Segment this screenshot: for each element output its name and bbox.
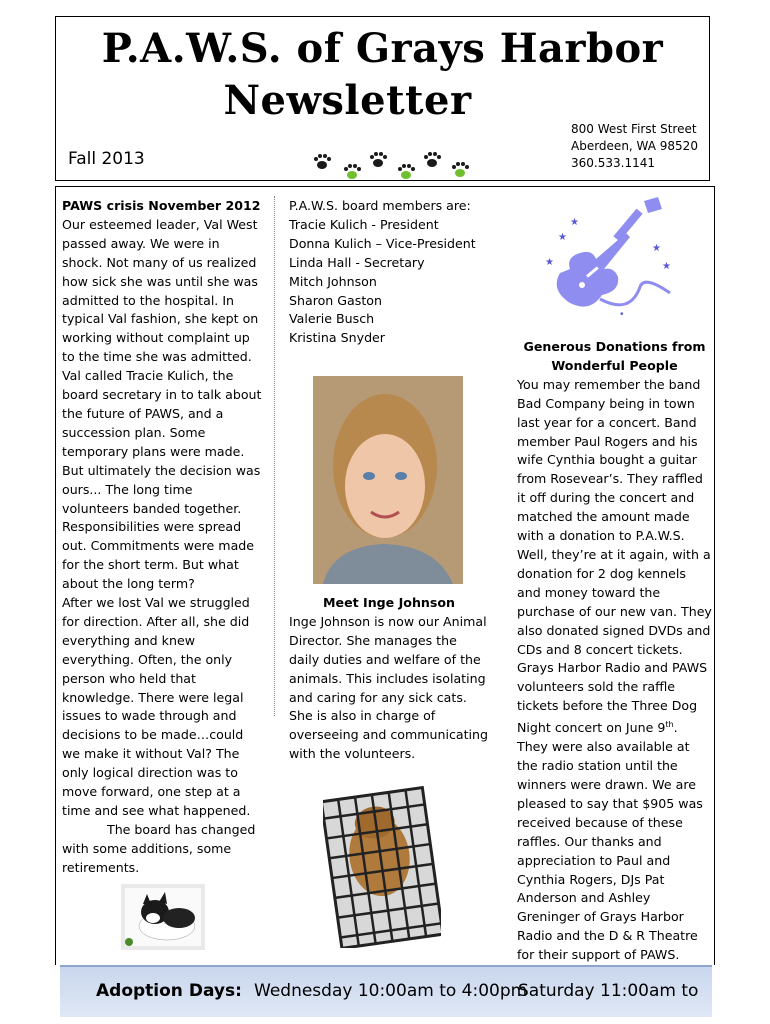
svg-text:★: ★	[570, 217, 579, 228]
column-divider	[274, 196, 275, 716]
donations-body-b: . They were also available at the radio station until the winners were drawn. We are pleased to say that $905 was received because of these raffles. Our thanks and appreciation to Paul and Cynthia Rogers, DJs Pat Anderson and Ashley Greninger of Grays Harbor Radio and the D & R Theatre for their support of PAWS.	[517, 720, 703, 963]
donations-body-sup: th	[665, 720, 674, 730]
adoption-days-wednesday: Wednesday 10:00am to 4:00pm	[254, 981, 528, 1001]
board-member: Valerie Busch	[289, 311, 375, 327]
cat-photo	[121, 884, 205, 950]
donations-body	[517, 376, 712, 965]
adoption-days-label: Adoption Days:	[96, 981, 242, 1001]
title-line-2: Newsletter	[223, 77, 472, 124]
crisis-para-1: Our esteemed leader, Val West passed away. We were in shock. Not many of us realized how sick she was until she was admitted to the hospital. In typical Val fashion, she kept on working without complaint up to the time she was admitted. Val called Tracie Kulich, the board secretary in to talk about the future of PAWS, and a succession plan. Some temporary plans were made. But ultimately the decision was ours... The long time volunteers banded together. Responsibilities were spread out. Commitments were made for the short term. But what about the long term?	[62, 216, 262, 592]
donations-body-a: You may remember the band Bad Company being in town last year for a concert. Band member Paul Rogers and his wife Cynthia bought a guitar from Rosevear’s. They raffled it off during the concert and matched the amount made with a donation to P.A.W.S. Well, they’re at it again, with a donation for 2 dog kennels and money toward the purchase of our new van. They also donated signed DVDs and CDs and 8 concert tickets. Grays Harbor Radio and PAWS volunteers sold the raffle tickets before the Three Dog Night concert on June 9	[517, 376, 712, 736]
crisis-heading: PAWS crisis November 2012	[62, 198, 261, 213]
svg-text:•: •	[620, 309, 624, 320]
inge-johnson-photo	[313, 376, 463, 584]
svg-text:★: ★	[652, 243, 661, 254]
board-member: Linda Hall - Secretary	[289, 254, 425, 270]
paw-prints-icon	[306, 145, 476, 185]
svg-text:★: ★	[662, 261, 671, 272]
donations-article	[517, 338, 712, 965]
board-heading: P.A.W.S. board members are:	[289, 198, 471, 213]
guitar-icon	[540, 195, 680, 320]
newsletter-title	[56, 23, 709, 127]
adoption-days-saturday: Saturday 11:00am to	[518, 981, 699, 1001]
crisis-para-3: The board has changed	[107, 821, 256, 837]
address-city: Aberdeen, WA 98520	[571, 139, 698, 153]
board-member: Mitch Johnson	[289, 273, 377, 289]
crisis-para-3b: with some additions, some retirements.	[62, 840, 232, 875]
board-member: Tracie Kulich - President	[289, 216, 439, 232]
meet-inge-body: Inge Johnson is now our Animal Director. She manages the daily duties and welfare of the animals. This includes isolating and caring for any sick cats. She is also in charge of overseeing and communicating with the volunteers.	[289, 613, 488, 762]
crisis-para-2: After we lost Val we struggled for direction. After all, she did everything and knew everything. Often, the only person who held that knowledge. There were legal issues to wade through and decisions to be made…could we make it without Val? The only logical direction was to move forward, one step at a time and see what happened.	[62, 595, 251, 818]
board-member: Kristina Snyder	[289, 330, 385, 346]
board-member: Donna Kulich – Vice-President	[289, 235, 476, 251]
board-member: Sharon Gaston	[289, 292, 382, 308]
meet-inge-article	[289, 594, 489, 764]
adoption-days-banner	[60, 965, 712, 1017]
address-block	[571, 121, 698, 172]
phone-number: 360.533.1141	[571, 156, 655, 170]
issue-season: Fall 2013	[68, 149, 145, 169]
title-line-1: P.A.W.S. of Grays Harbor	[101, 25, 664, 72]
newsletter-header	[55, 16, 710, 181]
crisis-article	[62, 197, 262, 878]
donations-heading: Generous Donations from Wonderful People	[523, 339, 706, 373]
meet-inge-heading: Meet Inge Johnson	[323, 595, 455, 610]
svg-text:★: ★	[558, 232, 567, 243]
caged-cat-photo	[323, 786, 441, 948]
address-street: 800 West First Street	[571, 122, 697, 136]
svg-text:★: ★	[545, 257, 554, 268]
board-column	[289, 197, 489, 348]
